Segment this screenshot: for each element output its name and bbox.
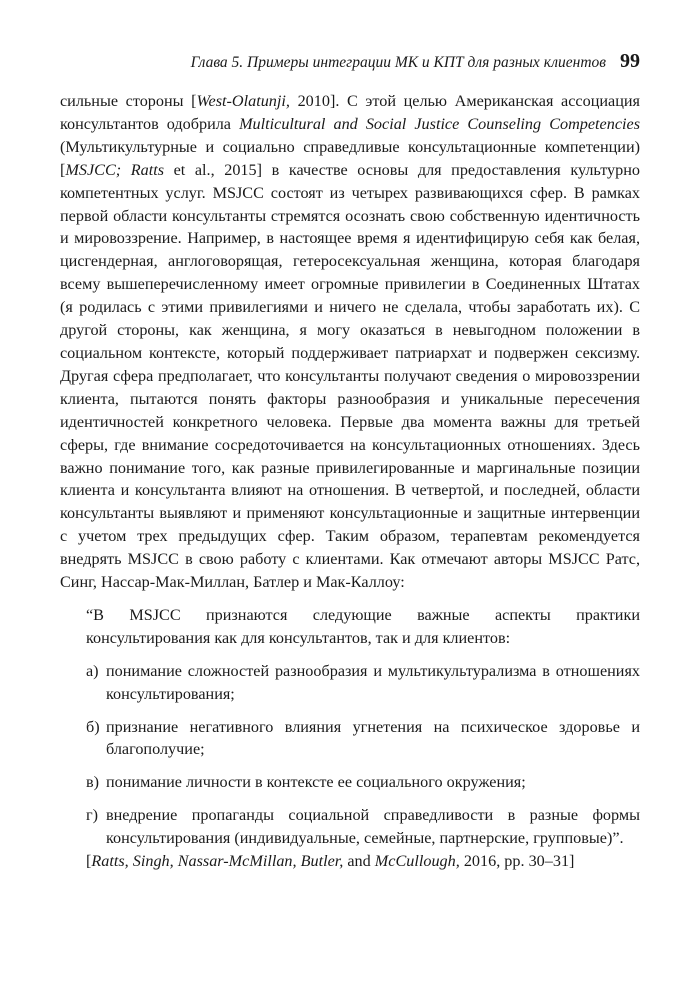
citation-author: McCullough, bbox=[374, 852, 460, 871]
running-header bbox=[60, 50, 640, 73]
document-title: Multicultural and Social Justice Counseling Competencies bbox=[239, 114, 640, 133]
list-marker: а) bbox=[86, 661, 99, 680]
list-item bbox=[86, 804, 640, 850]
text-run: 2016, pp. 30–31] bbox=[459, 852, 575, 871]
text-run: and bbox=[343, 852, 375, 871]
page-body bbox=[60, 90, 640, 873]
block-quote bbox=[86, 604, 640, 873]
list-item-text: признание негативного влияния угнетения на психическое здоровье и благополучие; bbox=[106, 717, 640, 759]
citation-authors: Ratts, Singh, Nassar-McMillan, Butler, bbox=[91, 852, 344, 871]
list-marker: б) bbox=[86, 717, 100, 736]
main-paragraph bbox=[60, 90, 640, 594]
list-marker: г) bbox=[86, 806, 99, 825]
list-item-text: внедрение пропаганды социальной справедливости в разные формы консультирования (индивидуальные, семейные, партнерские, групповые)”. bbox=[106, 806, 640, 848]
quote-intro: “В MSJCC признаются следующие важные аспекты практики консультирования как для консультантов, так и для клиентов: bbox=[86, 605, 640, 647]
running-title: Глава 5. Примеры интеграции МК и КПТ для разных клиентов bbox=[190, 54, 606, 71]
list-item bbox=[86, 771, 640, 794]
text-run: 2010]. С этой целью Американская ассоциация консультантов одобрила bbox=[60, 92, 640, 133]
text-run: [ bbox=[86, 852, 92, 871]
list-item-text: понимание сложностей разнообразия и мультикультурализма в отношениях консультирования; bbox=[106, 661, 640, 703]
list-marker: в) bbox=[86, 773, 100, 792]
text-run: et al., 2015] в качестве основы для предоставления культурно компетентных услуг. MSJCC состоят из четырех развивающихся сфер. В рамках первой области консультанты стремятся осознать свою собственную идентичность и мировоззрение. Например, в настоящее время я идентифицирую себя как белая, цисгендерная, англоговорящая, гетеросексуальная женщина, которая благодаря всему вышеперечисленному имеет огромные привилегии в Соединенных Штатах (я родилась с этими привилегиями и ничего не сделала, чтобы заработать их). С другой стороны, как женщина, я могу оказаться в невыгодном положении в социальном контексте, который поддерживает патриархат и подвержен сексизму. Другая сфера предполагает, что консультанты получают сведения о мировоззрении клиента, пытаются понять факторы разнообразия и уникальные пересечения идентичностей конкретного человека. Первые два момента важны для третьей сферы, где внимание сосредоточивается на консультационных отношениях. Здесь важно понимание того, как разные привилегированные и маргинальные позиции клиента и консультанта влияют на отношения. В четвертой, и последней, области консультанты выявляют и применяют консультационные и защитные интервенции с учетом трех предыдущих сфер. Таким образом, терапевтам рекомендуется внедрять MSJCC в свою работу с клиентами. Как отмечают авторы MSJCC Ратс, Синг, Нассар-Мак-Миллан, Батлер и Мак-Каллоу: bbox=[60, 160, 640, 592]
text-run: сильные стороны [ bbox=[60, 92, 197, 110]
list-item bbox=[86, 660, 640, 706]
citation-author: MSJCC; Ratts bbox=[65, 160, 165, 179]
quote-citation bbox=[86, 850, 640, 873]
list-item bbox=[86, 716, 640, 762]
text-run: (Мультикультурные и социально справедливые консультационные компетенции) [ bbox=[60, 137, 640, 179]
list-item-text: понимание личности в контексте ее социального окружения; bbox=[106, 773, 526, 792]
page-number: 99 bbox=[620, 50, 640, 72]
citation-author: West-Olatunji, bbox=[196, 92, 290, 110]
